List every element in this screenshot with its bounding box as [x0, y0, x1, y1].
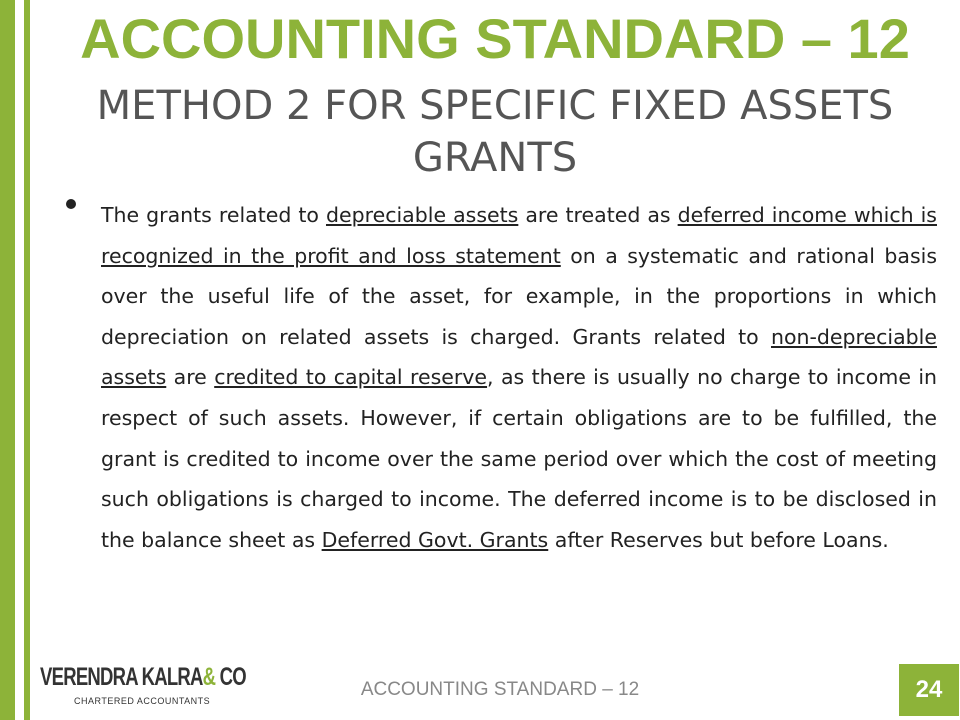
- footer-title: ACCOUNTING STANDARD – 12: [360, 679, 640, 700]
- logo-name-text: VERENDRA KALRA: [40, 663, 203, 691]
- logo-ampersand: &: [202, 663, 216, 691]
- bullet-icon: [66, 199, 76, 209]
- logo-co-text: CO: [215, 663, 246, 691]
- left-accent-stripe: [24, 0, 30, 720]
- body-underline-depreciable-assets: depreciable assets: [325, 203, 519, 227]
- slide-title: ACCOUNTING STANDARD – 12: [80, 7, 910, 70]
- body-underline-capital-reserve: credited to capital reserve: [214, 365, 488, 390]
- body-underline-deferred-income: deferred income which is recognized in the profit and loss statement: [101, 203, 937, 268]
- body-paragraph: [101, 195, 937, 560]
- body-text-1: The grants related to: [101, 203, 326, 227]
- body-underline-deferred-govt-grants: Deferred Govt. Grants: [321, 527, 549, 552]
- body-text-6: after Reserves but before Loans.: [548, 527, 889, 552]
- logo-name: [40, 662, 246, 692]
- company-logo: [40, 662, 260, 716]
- body-text-2: are treated as: [518, 203, 678, 227]
- body-underline-non-depreciable-assets: non-depreciable assets: [101, 324, 937, 390]
- body-text-5: , as there is usually no charge to income in respect of such assets. However, if certain obligations are to be fulfilled, the grant is credited to income over the same period over which the cost of meeting such obligations is charged to income. The deferred income is to be disclosed in the balance sheet as: [101, 365, 938, 552]
- body-text-4: are: [166, 365, 215, 390]
- left-accent-bar: [0, 0, 15, 720]
- page-number-badge: 24: [899, 664, 959, 716]
- body-text-3: on a systematic and rational basis over the useful life of the asset, for example, in the proportions in which depreciation on related assets is charged. Grants related to: [101, 243, 937, 349]
- logo-subtitle: CHARTERED ACCOUNTANTS: [74, 696, 211, 706]
- slide-subtitle: METHOD 2 FOR SPECIFIC FIXED ASSETS GRANTS: [96, 83, 894, 181]
